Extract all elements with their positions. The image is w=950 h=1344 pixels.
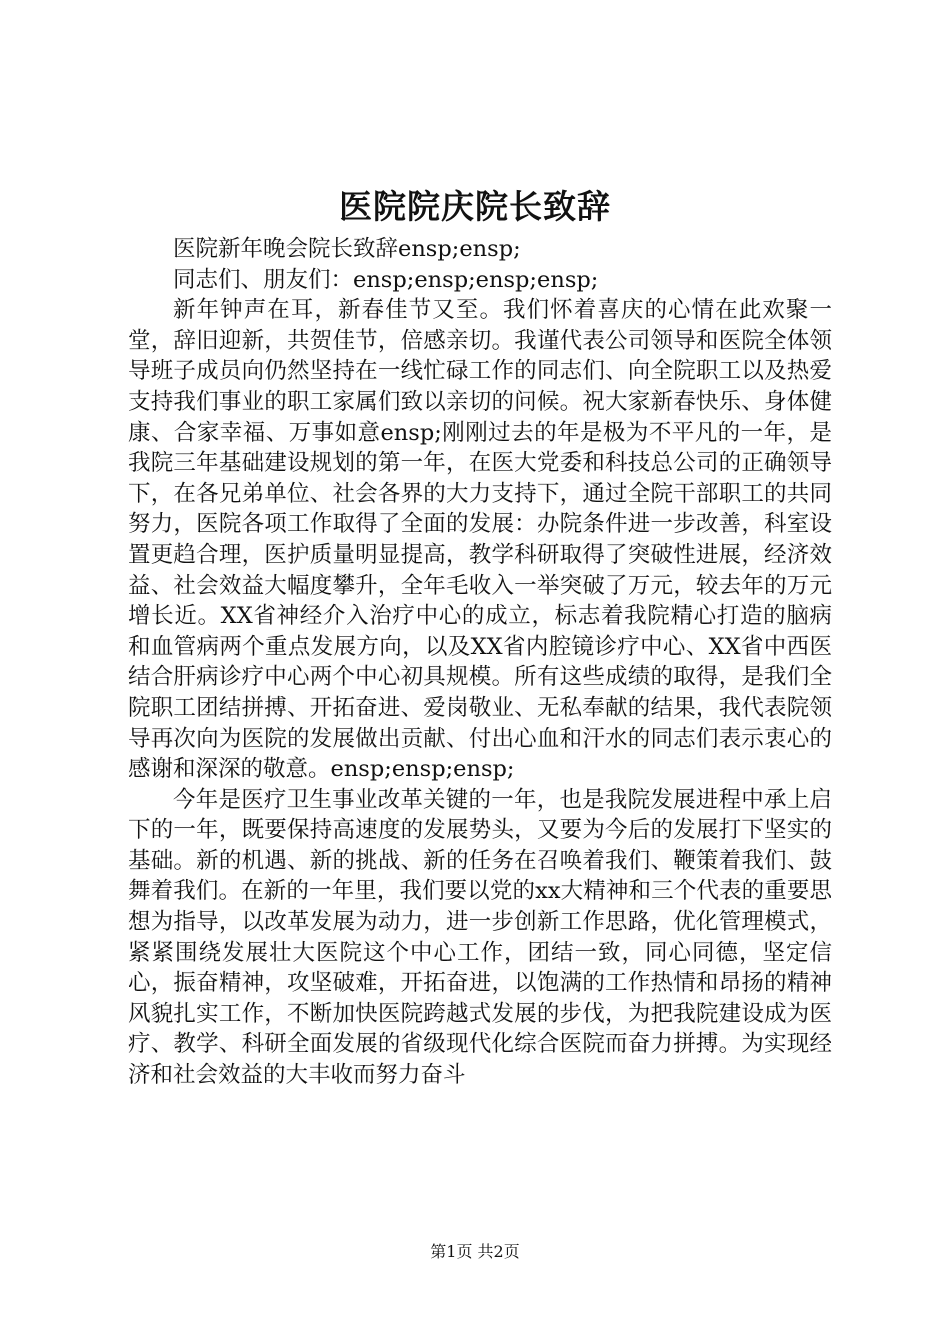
document-body — [128, 234, 832, 1091]
paragraph-heading-line: 医院新年晚会院长致辞ensp;ensp; — [173, 236, 521, 262]
paragraph-outlook: 今年是医疗卫生事业改革关键的一年，也是我院发展进程中承上启下的一年，既要保持高速度的发展势头，又要为今后的发展打下坚实的基础。新的机遇、新的挑战、新的任务在召唤着我们、鞭策着我们、鼓舞着我们。在新的一年里，我们要以党的xx大精神和三个代表的重要思想为指导，以改革发展为动力，进一步创新工作思路，优化管理模式，紧紧围绕发展壮大医院这个中心工作，团结一致，同心同德，坚定信心，振奋精神，攻坚破难，开拓奋进，以饱满的工作热情和昂扬的精神风貌扎实工作，不断加快医院跨越式发展的步伐，为把我院建设成为医疗、教学、科研全面发展的省级现代化综合医院而奋力拼搏。为实现经济和社会效益的大丰收而努力奋斗 — [128, 786, 832, 1089]
paragraph-review: 新年钟声在耳，新春佳节又至。我们怀着喜庆的心情在此欢聚一堂，辞旧迎新，共贺佳节，倍感亲切。我谨代表公司领导和医院全体领导班子成员向仍然坚持在一线忙碌工作的同志们、向全院职工以及热爱支持我们事业的职工家属们致以亲切的问候。祝大家新春快乐、身体健康、合家幸福、万事如意ensp;刚刚过去的年是极为不平凡的一年，是我院三年基础建设规划的第一年，在医大党委和科技总公司的正确领导下，在各兄弟单位、社会各界的大力支持下，通过全院干部职工的共同努力，医院各项工作取得了全面的发展：办院条件进一步改善，科室设置更趋合理，医护质量明显提高，教学科研取得了突破性进展，经济效益、社会效益大幅度攀升，全年毛收入一举突破了万元，较去年的万元增长近。XX省神经介入治疗中心的成立，标志着我院精心打造的脑病和血管病两个重点发展方向，以及XX省内腔镜诊疗中心、XX省中西医结合肝病诊疗中心两个中心初具规模。所有这些成绩的取得，是我们全院职工团结拼搏、开拓奋进、爱岗敬业、无私奉献的结果，我代表院领导再次向为医院的发展做出贡献、付出心血和汗水的同志们表示衷心的感谢和深深的敬意。ensp;ensp;ensp; — [128, 297, 832, 783]
page-footer: 第1页 共2页 — [430, 1242, 520, 1261]
paragraph-salutation: 同志们、朋友们：ensp;ensp;ensp;ensp; — [173, 266, 599, 293]
document-title: 医院院庆院长致辞 — [339, 187, 611, 226]
